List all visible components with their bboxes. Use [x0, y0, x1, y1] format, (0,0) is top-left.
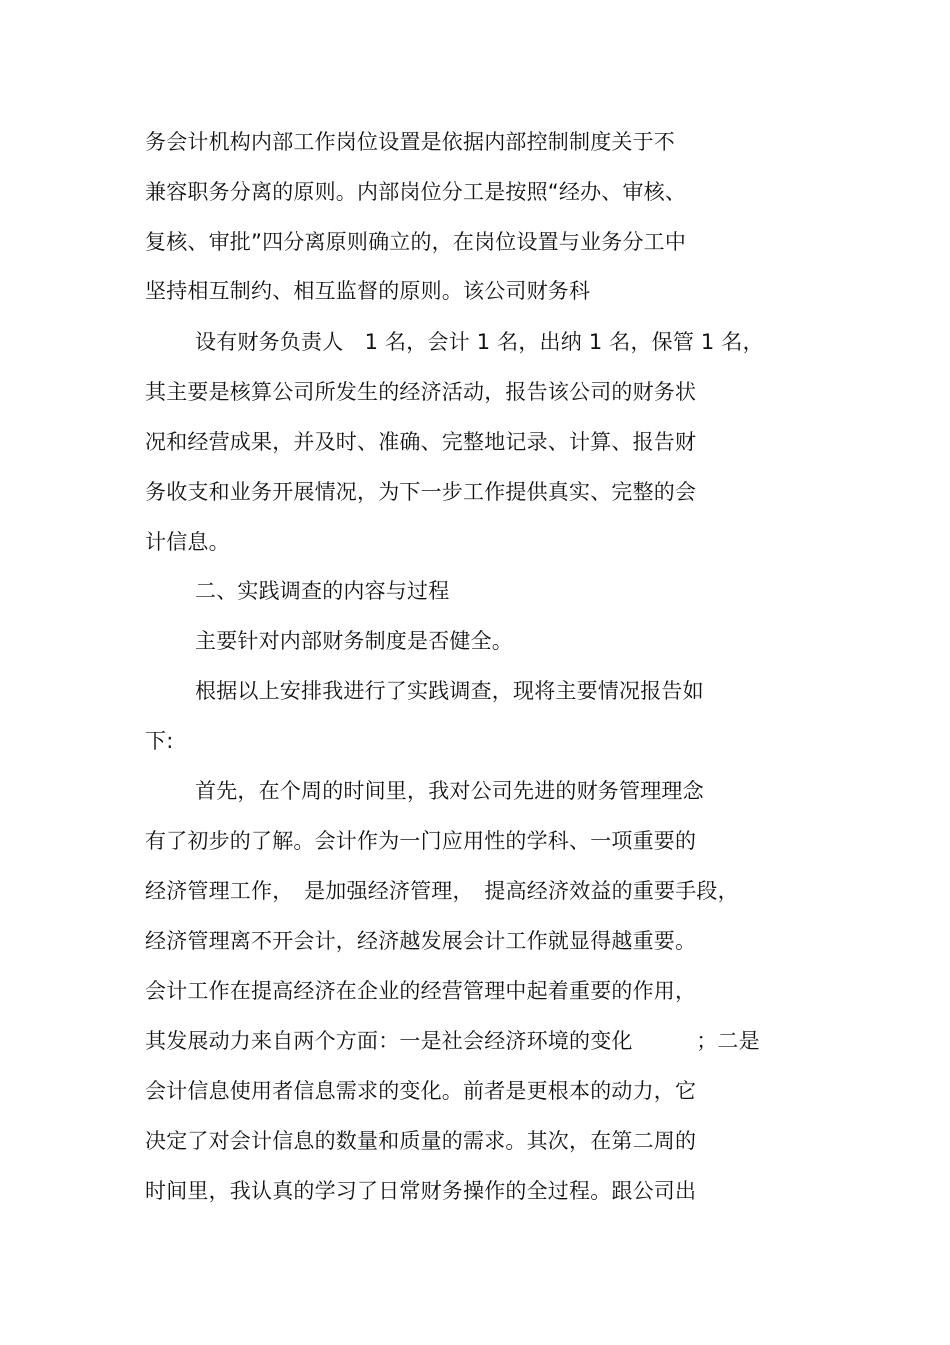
text-line-19: 其发展动力来自两个方面：一是社会经济环境的变化 ；二是	[145, 1029, 760, 1053]
text-line-18: 会计工作在提高经济在企业的经营管理中起着重要的作用，	[145, 979, 697, 1003]
text-line-20: 会计信息使用者信息需求的变化。前者是更根本的动力，它	[145, 1079, 697, 1103]
text-line-11-indented: 主要针对内部财务制度是否健全。	[195, 629, 513, 653]
text-line-8: 务收支和业务开展情况，为下一步工作提供真实、完整的会	[145, 480, 697, 504]
text-line-16: 经济管理工作， 是加强经济管理， 提高经济效益的重要手段，	[145, 879, 739, 903]
text-line-21: 决定了对会计信息的数量和质量的需求。其次，在第二周的	[145, 1129, 697, 1153]
section-heading: 二、实践调查的内容与过程	[195, 579, 450, 603]
text-line-7: 况和经营成果，并及时、准确、完整地记录、计算、报告财	[145, 430, 697, 454]
text-line-6: 其主要是核算公司所发生的经济活动，报告该公司的财务状	[145, 380, 697, 404]
text-line-5-indented: 设有财务负责人 1 名，会计 1 名，出纳 1 名，保管 1 名，	[195, 330, 764, 354]
text-line-9: 计信息。	[145, 530, 230, 554]
text-line-2: 兼容职务分离的原则。内部岗位分工是按照“经办、审核、	[145, 180, 687, 204]
text-line-17: 经济管理离不开会计，经济越发展会计工作就显得越重要。	[145, 929, 697, 953]
text-line-13: 下:	[145, 729, 174, 753]
text-line-14-indented: 首先，在个周的时间里，我对公司先进的财务管理理念	[195, 779, 704, 803]
text-line-22: 时间里，我认真的学习了日常财务操作的全过程。跟公司出	[145, 1179, 697, 1203]
text-line-3: 复核、审批”四分离原则确立的，在岗位设置与业务分工中	[145, 230, 687, 254]
text-line-4: 坚持相互制约、相互监督的原则。该公司财务科	[145, 279, 591, 303]
text-line-12-indented: 根据以上安排我进行了实践调查，现将主要情况报告如	[195, 679, 704, 703]
text-line-1: 务会计机构内部工作岗位设置是依据内部控制制度关于不	[145, 130, 675, 154]
text-line-15: 有了初步的了解。会计作为一门应用性的学科、一项重要的	[145, 829, 697, 853]
